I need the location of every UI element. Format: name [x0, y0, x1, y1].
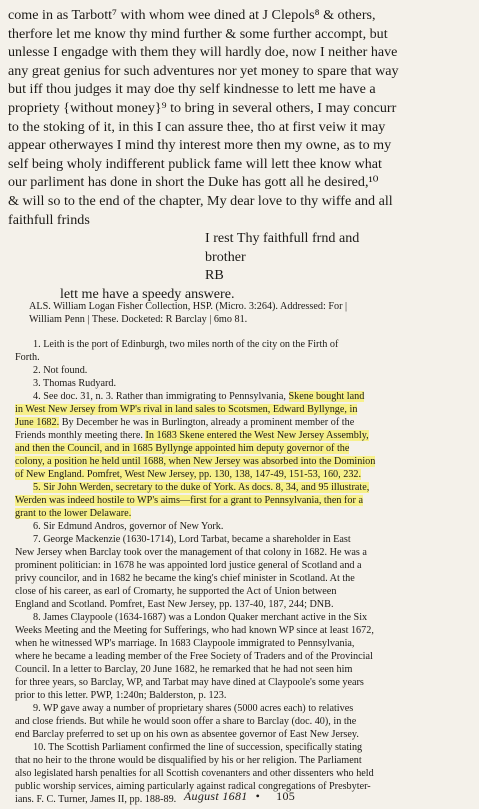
highlighted-text: Werden was indeed hostile to WP's aims—first for a grant to Pennsylvania, then for a: [15, 495, 363, 506]
footnote-line: [15, 390, 473, 403]
highlighted-text: colony, a position he held until 1688, when New Jersey was absorbed into the Dominion: [15, 456, 376, 467]
footnote-line: 3. Thomas Rudyard.: [33, 378, 117, 389]
footnote: [15, 533, 473, 611]
footnote-line: Council. In a letter to Barclay, 20 June 1682, he remarked that he had not seen him: [15, 664, 353, 675]
highlighted-text: in West New Jersey from WP's rival in land sales to Scotsmen, Edward Byllynge, in: [15, 404, 358, 415]
signature: RB: [205, 267, 224, 284]
letter-body: [8, 6, 472, 304]
source-note: [29, 300, 469, 326]
footnote-line: ians. F. C. Turner, James II, pp. 188-89.: [15, 794, 177, 805]
letter-line: faithfull frinds: [8, 211, 90, 228]
running-date: August 1681: [183, 789, 248, 803]
footnote-line: [15, 468, 473, 481]
letter-lines: [8, 6, 472, 229]
footnote-line: 2. Not found.: [33, 365, 88, 376]
letter-line: come in as Tarbott⁷ with whom wee dined at J Clepols⁸ & others,: [8, 7, 376, 23]
page-number: 105: [276, 789, 296, 803]
footnote-line: and close friends. But while he would soon offer a share to Barclay (doc. 40), in the: [15, 716, 357, 727]
footnote-line: public worship services, aiming particularly against radical congregations of Presbyter-: [15, 781, 371, 792]
footnote-line: [15, 442, 473, 455]
footnote-line: 10. The Scottish Parliament confirmed the line of succession, specifically stating: [33, 742, 363, 753]
letter-line: propriety {without money}⁹ to bring in several others, I may concurr: [8, 99, 397, 116]
footnote: [15, 611, 473, 702]
footnote-text: 4. See doc. 31, n. 3. Rather than immigrating to Pennsylvania,: [33, 391, 289, 402]
footnote-line: prominent politician: in 1678 he was appointed lord justice general of Scotland and a: [15, 560, 362, 571]
footnote-line: [15, 481, 473, 494]
source-line: William Penn | These. Docketed: R Barclay | 6mo 81.: [29, 314, 248, 325]
footnote: [15, 390, 473, 481]
footnote: [15, 702, 473, 741]
letter-line: unlesse I engadge with them they will hardly doe, now I neither have: [8, 44, 398, 61]
footnote-line: [15, 455, 473, 468]
footnote: [15, 338, 473, 364]
letter-line: & will so to the end of the chapter, My dear love to thy wiffe and all: [8, 192, 393, 209]
closing-line: I rest Thy faithfull frnd and: [205, 230, 360, 247]
footnote-line: Weeks Meeting and the Meeting for Sufferings, who had known WP since at least 1672,: [15, 625, 374, 636]
footnote-line: [15, 403, 473, 416]
footnote-line: 8. James Claypoole (1634-1687) was a London Quaker merchant active in the Six: [33, 612, 368, 623]
highlighted-text: June 1682.: [15, 417, 60, 428]
footnote-line: when he witnessed WP's marriage. In 1683 Claypoole immigrated to Pennsylvania,: [15, 638, 355, 649]
letter-line: to the stoking of it, in this I can assure thee, tho at first veiw it may: [8, 118, 386, 135]
footnote-line: end Barclay preferred to set up on his own as absentee governor of East New Jersey.: [15, 729, 359, 740]
highlighted-text: 5. Sir John Werden, secretary to the duke of York. As docs. 8, 34, and 95 illustrate,: [33, 482, 370, 493]
highlighted-text: of New England. Pomfret, West New Jersey, pp. 130, 138, 147-49, 151-53, 160, 232.: [15, 469, 362, 480]
footnote-line: close of his career, as earl of Cromarty, he supported the Act of Union between: [15, 586, 337, 597]
closing-line: brother: [205, 248, 246, 265]
footnotes: [15, 338, 473, 806]
footnote-line: where he became a leading member of the Free Society of Traders and of the Provincial: [15, 651, 373, 662]
footnote-line: 6. Sir Edmund Andros, governor of New York.: [33, 521, 224, 532]
footnote-line: England and Scotland. Pomfret, East New Jersey, pp. 137-40, 187, 244; DNB.: [15, 599, 334, 610]
footnote-line: Forth.: [15, 352, 40, 363]
footnote: [15, 481, 473, 520]
highlighted-text: In 1683 Skene entered the West New Jersey Assembly,: [145, 430, 369, 441]
highlighted-text: and then the Council, and in 1685 Byllynge appointed him deputy governor of the: [15, 443, 350, 454]
footnote-line: 7. George Mackenzie (1630-1714), Lord Tarbat, became a shareholder in East: [33, 534, 351, 545]
footnote: [15, 520, 473, 533]
footnote-line: prior to this letter. PWP, 1:240n; Balderston, p. 123.: [15, 690, 227, 701]
letter-line: appear otherwayes I mind thy interest more then my owne, as to my: [8, 137, 392, 154]
footnote-line: [15, 416, 473, 429]
footnote-line: [15, 494, 473, 507]
letter-closing: [8, 229, 472, 285]
separator-dot: •: [255, 789, 261, 803]
postscript: lett me have a speedy answere.: [60, 285, 235, 302]
letter-line: our parliment has done in short the Duke has gott all he desired,¹⁰: [8, 174, 379, 191]
footnote-line: privy councilor, and in 1682 he became the king's chief minister in Scotland. At the: [15, 573, 355, 584]
letter-line: any great genius for such adventures nor yet money to spare that way: [8, 62, 399, 79]
footnote-line: also legislated harsh penalties for all Scottish covenanters and other dissenters who held: [15, 768, 374, 779]
footnote-line: 9. WP gave away a number of proprietary shares (5000 acres each) to relatives: [33, 703, 354, 714]
highlighted-text: Skene bought land: [288, 391, 365, 402]
footnote-line: [15, 507, 473, 520]
footnote-line: [15, 429, 473, 442]
letter-line: therfore let me know thy mind further & some further accompt, but: [8, 25, 388, 42]
footnote-text: Friends monthly meeting there.: [15, 430, 146, 441]
footnote-line: 1. Leith is the port of Edinburgh, two miles north of the city on the Firth of: [33, 339, 339, 350]
page-footer: [0, 789, 479, 804]
letter-line: but iff thou judges it may doe thy self kindnesse to lett me have a: [8, 81, 376, 98]
footnote-line: for three years, so Barclay, WP, and Tarbat may have dined at Claypoole's some years: [15, 677, 364, 688]
footnote: [15, 377, 473, 390]
footnote: [15, 364, 473, 377]
source-line: ALS. William Logan Fisher Collection, HSP. (Micro. 3:264). Addressed: For |: [29, 301, 348, 312]
letter-line: self being wholy indifferent publick fame will lett thee know what: [8, 155, 382, 172]
footnote-line: that no heir to the throne would be disqualified by his or her religion. The Parliament: [15, 755, 362, 766]
footnote-line: New Jersey when Barclay took over the management of that colony in 1682. He was a: [15, 547, 367, 558]
highlighted-text: grant to the lower Delaware.: [15, 508, 132, 519]
footnote-text: By December he was in Burlington, already a prominent member of the: [59, 417, 355, 428]
